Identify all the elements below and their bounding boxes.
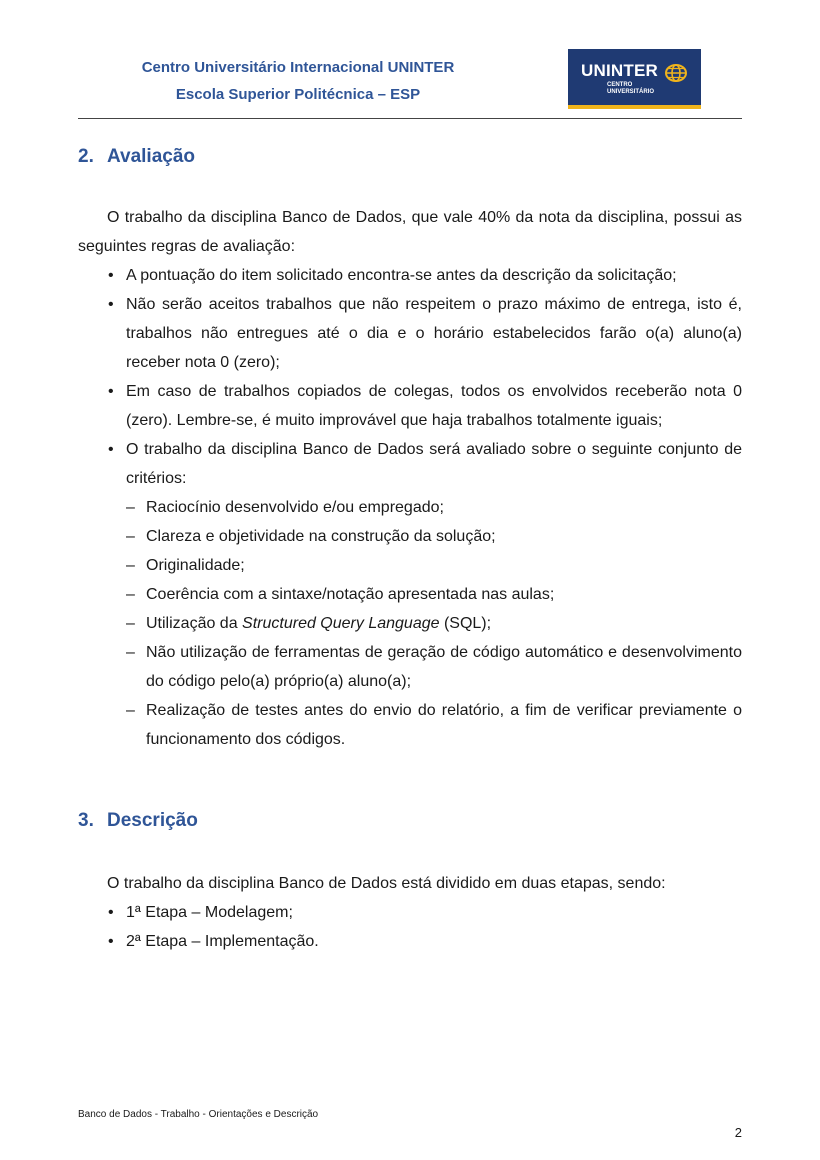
bullet-icon: • <box>108 441 114 458</box>
criteria-list <box>126 493 742 754</box>
dash-icon: – <box>126 586 135 603</box>
bullet-icon: • <box>108 933 114 950</box>
dash-icon: – <box>126 644 135 661</box>
dash-icon: – <box>126 702 135 719</box>
section-heading-descricao: 3. Descrição <box>78 810 198 831</box>
dash-icon: – <box>126 615 135 632</box>
criteria-item: – Raciocínio desenvolvido e/ou empregado; <box>126 493 742 522</box>
list-item: • O trabalho da disciplina Banco de Dados será avaliado sobre o seguinte conjunto de critérios: – Raciocínio desenvolvido e/ou empregado; – Clareza e objetividade na construção da solução; – Originalidade; – Coerência com a sintaxe/notação apresentada nas aulas; – Utilização da Structured Query Language (SQL); – Não utilização de ferramentas de geração de código automático e desenvolvimento do código pelo(a) próprio(a) aluno(a); – Realização de testes antes do envio do relatório, a fim de verificar previamente o funcionamento dos códigos. <box>78 435 742 754</box>
avaliacao-intro: O trabalho da disciplina Banco de Dados, que vale 40% da nota da disciplina, possui as seguintes regras de avaliação: <box>78 209 742 255</box>
dash-icon: – <box>126 557 135 574</box>
logo-subtitle: CENTRO UNIVERSITÁRIO <box>607 82 655 95</box>
bullet-icon: • <box>108 267 114 284</box>
uninter-logo <box>568 49 701 109</box>
list-item: • A pontuação do item solicitado encontra-se antes da descrição da solicitação; <box>78 261 742 290</box>
criteria-item: – Originalidade; <box>126 551 742 580</box>
criteria-item: – Não utilização de ferramentas de geração de código automático e desenvolvimento do código pelo(a) próprio(a) aluno(a); <box>126 638 742 696</box>
section-heading-avaliacao: 2. Avaliação <box>78 146 196 167</box>
school-name: Escola Superior Politécnica – ESP <box>175 86 421 103</box>
criteria-item: – Realização de testes antes do envio do relatório, a fim de verificar previamente o funcionamento dos códigos. <box>126 696 742 754</box>
list-item: • Em caso de trabalhos copiados de colegas, todos os envolvidos receberão nota 0 (zero). Lembre-se, é muito improvável que haja trabalhos totalmente iguais; <box>78 377 742 435</box>
list-item: • Não serão aceitos trabalhos que não respeitem o prazo máximo de entrega, isto é, trabalhos não entregues até o dia e o horário estabelecidos farão o(a) aluno(a) receber nota 0 (zero); <box>78 290 742 377</box>
avaliacao-rules-list <box>78 261 742 754</box>
dash-icon: – <box>126 499 135 516</box>
page-number: 2 <box>734 1125 742 1140</box>
italic-term: Structured Query Language <box>242 615 440 632</box>
etapas-list <box>78 898 742 956</box>
logo-wordmark: UNINTER <box>581 61 658 80</box>
bullet-icon: • <box>108 383 114 400</box>
list-item: • 2ª Etapa – Implementação. <box>78 927 742 956</box>
criteria-item: – Utilização da Structured Query Language (SQL); <box>126 609 742 638</box>
dash-icon: – <box>126 528 135 545</box>
list-item: • 1ª Etapa – Modelagem; <box>78 898 742 927</box>
descricao-intro: O trabalho da disciplina Banco de Dados está dividido em duas etapas, sendo: <box>107 875 666 892</box>
criteria-item: – Clareza e objetividade na construção da solução; <box>126 522 742 551</box>
globe-icon <box>664 63 688 83</box>
institution-name: Centro Universitário Internacional UNINTER <box>141 59 455 76</box>
page-header <box>78 0 742 119</box>
bullet-icon: • <box>108 296 114 313</box>
footer-text: Banco de Dados - Trabalho - Orientações e Descrição <box>78 1109 319 1120</box>
bullet-icon: • <box>108 904 114 921</box>
criteria-item: – Coerência com a sintaxe/notação apresentada nas aulas; <box>126 580 742 609</box>
